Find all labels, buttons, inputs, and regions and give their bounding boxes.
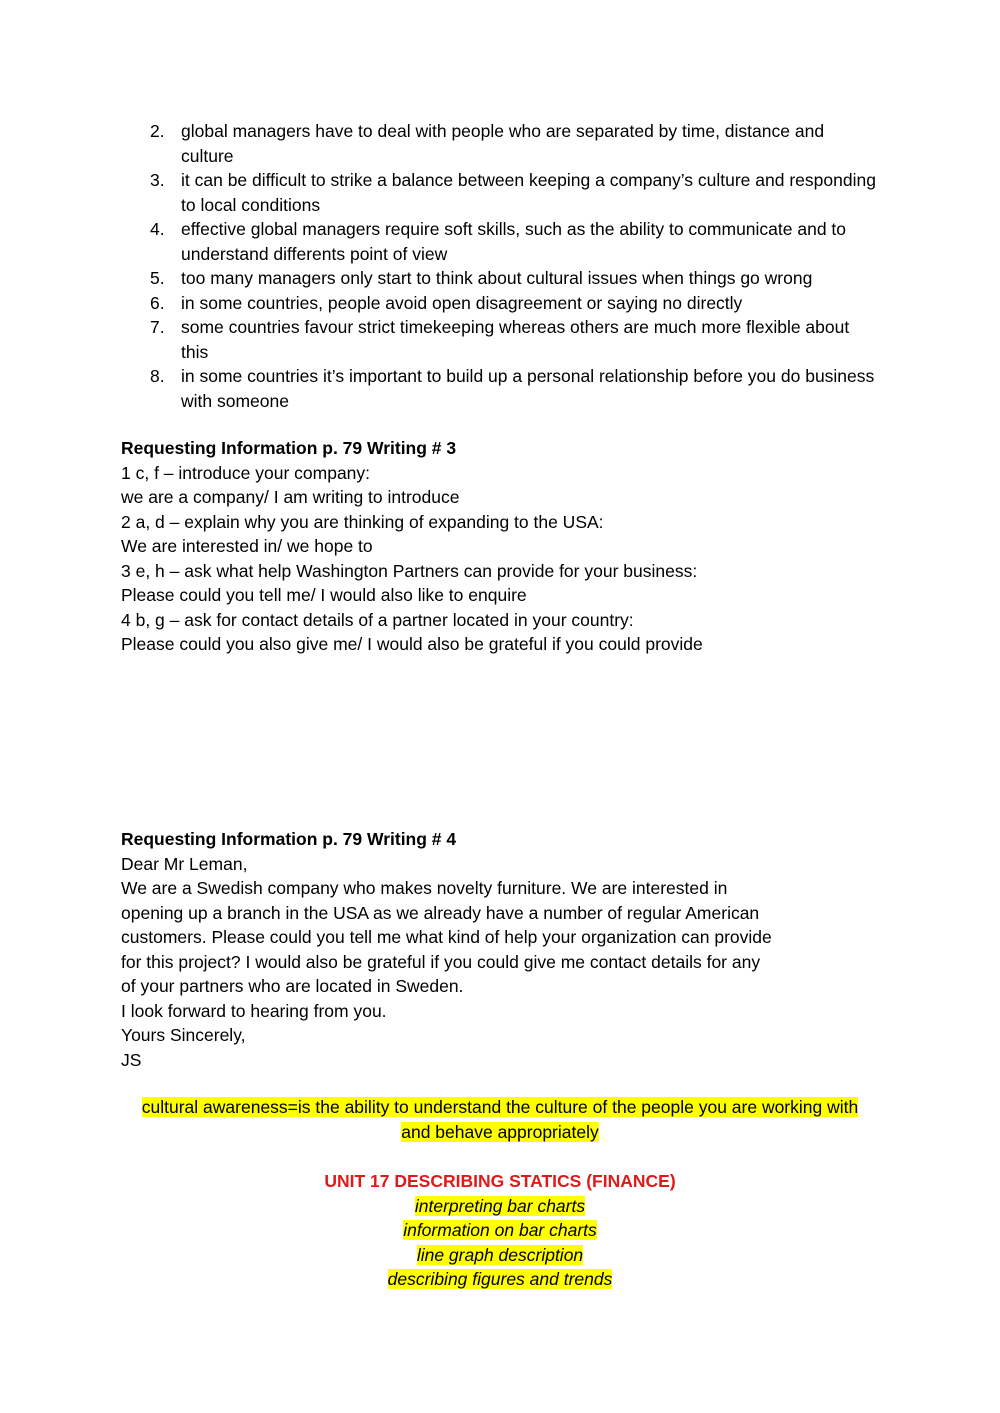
list-item-text: too many managers only start to think about cultural issues when things go wrong xyxy=(181,268,813,288)
list-item xyxy=(121,266,881,291)
writing-3-line: we are a company/ I am writing to introduce xyxy=(121,487,460,507)
list-item-text: in some countries it’s important to build up a personal relationship before you do business with someone xyxy=(181,366,875,411)
unit-title: UNIT 17 DESCRIBING STATICS (FINANCE) xyxy=(324,1171,676,1191)
list-item-text: global managers have to deal with people who are separated by time, distance and culture xyxy=(181,121,825,166)
letter-line: We are a Swedish company who makes novelty furniture. We are interested in xyxy=(121,878,728,898)
writing-4-heading: Requesting Information p. 79 Writing # 4 xyxy=(121,829,457,849)
definition-section xyxy=(100,1095,900,1144)
writing-3-line: 2 a, d – explain why you are thinking of expanding to the USA: xyxy=(121,511,604,532)
unit-topic: information on bar charts xyxy=(403,1220,597,1240)
writing-3-line: 3 e, h – ask what help Washington Partners can provide for your business: xyxy=(121,560,698,581)
unit-topic: line graph description xyxy=(416,1244,584,1265)
writing-3-line: 1 c, f – introduce your company: xyxy=(121,462,371,483)
list-item-text: some countries favour strict timekeeping whereas others are much more flexible about this xyxy=(181,317,850,362)
letter-line: I look forward to hearing from you. xyxy=(121,1000,387,1021)
writing-3-line: We are interested in/ we hope to xyxy=(121,536,373,556)
list-item-number: 6. xyxy=(150,292,165,313)
letter-line: JS xyxy=(121,1049,142,1070)
list-item xyxy=(121,315,881,364)
letter-line: customers. Please could you tell me what kind of help your organization can provide xyxy=(121,927,772,947)
list-item-text: it can be difficult to strike a balance between keeping a company’s culture and responding to local conditions xyxy=(181,170,876,215)
list-item-number: 3. xyxy=(150,170,165,190)
definition-line: and behave appropriately xyxy=(401,1121,599,1142)
unit-section xyxy=(100,1169,900,1292)
letter-line: of your partners who are located in Sweden. xyxy=(121,976,464,996)
unit-topic: describing figures and trends xyxy=(387,1269,613,1289)
definition-line: cultural awareness=is the ability to understand the culture of the people you are working with xyxy=(141,1097,859,1117)
letter-line: Yours Sincerely, xyxy=(121,1025,246,1045)
writing-3-line: Please could you tell me/ I would also like to enquire xyxy=(121,585,527,605)
writing-3-heading: Requesting Information p. 79 Writing # 3 xyxy=(121,438,457,458)
letter-line: Dear Mr Leman, xyxy=(121,853,248,874)
list-item xyxy=(121,291,881,316)
list-item-number: 5. xyxy=(150,268,165,288)
writing-4-section xyxy=(121,827,881,1072)
list-item-text: in some countries, people avoid open disagreement or saying no directly xyxy=(181,292,743,313)
list-item-number: 8. xyxy=(150,366,165,386)
writing-3-section xyxy=(121,436,881,657)
list-item-number: 7. xyxy=(150,317,165,337)
writing-3-line: 4 b, g – ask for contact details of a partner located in your country: xyxy=(121,609,634,630)
unit-topic: interpreting bar charts xyxy=(414,1195,586,1216)
letter-line: opening up a branch in the USA as we already have a number of regular American xyxy=(121,902,760,923)
list-item xyxy=(121,119,881,168)
list-item-number: 4. xyxy=(150,219,165,239)
writing-3-line: Please could you also give me/ I would also be grateful if you could provide xyxy=(121,634,703,654)
list-item-text: effective global managers require soft skills, such as the ability to communicate and to understand differents point of view xyxy=(181,219,847,264)
list-item-number: 2. xyxy=(150,121,165,141)
letter-line: for this project? I would also be grateful if you could give me contact details for any xyxy=(121,951,761,972)
cultural-issues-list xyxy=(121,119,881,413)
list-item xyxy=(121,364,881,413)
list-item xyxy=(121,217,881,266)
list-item xyxy=(121,168,881,217)
